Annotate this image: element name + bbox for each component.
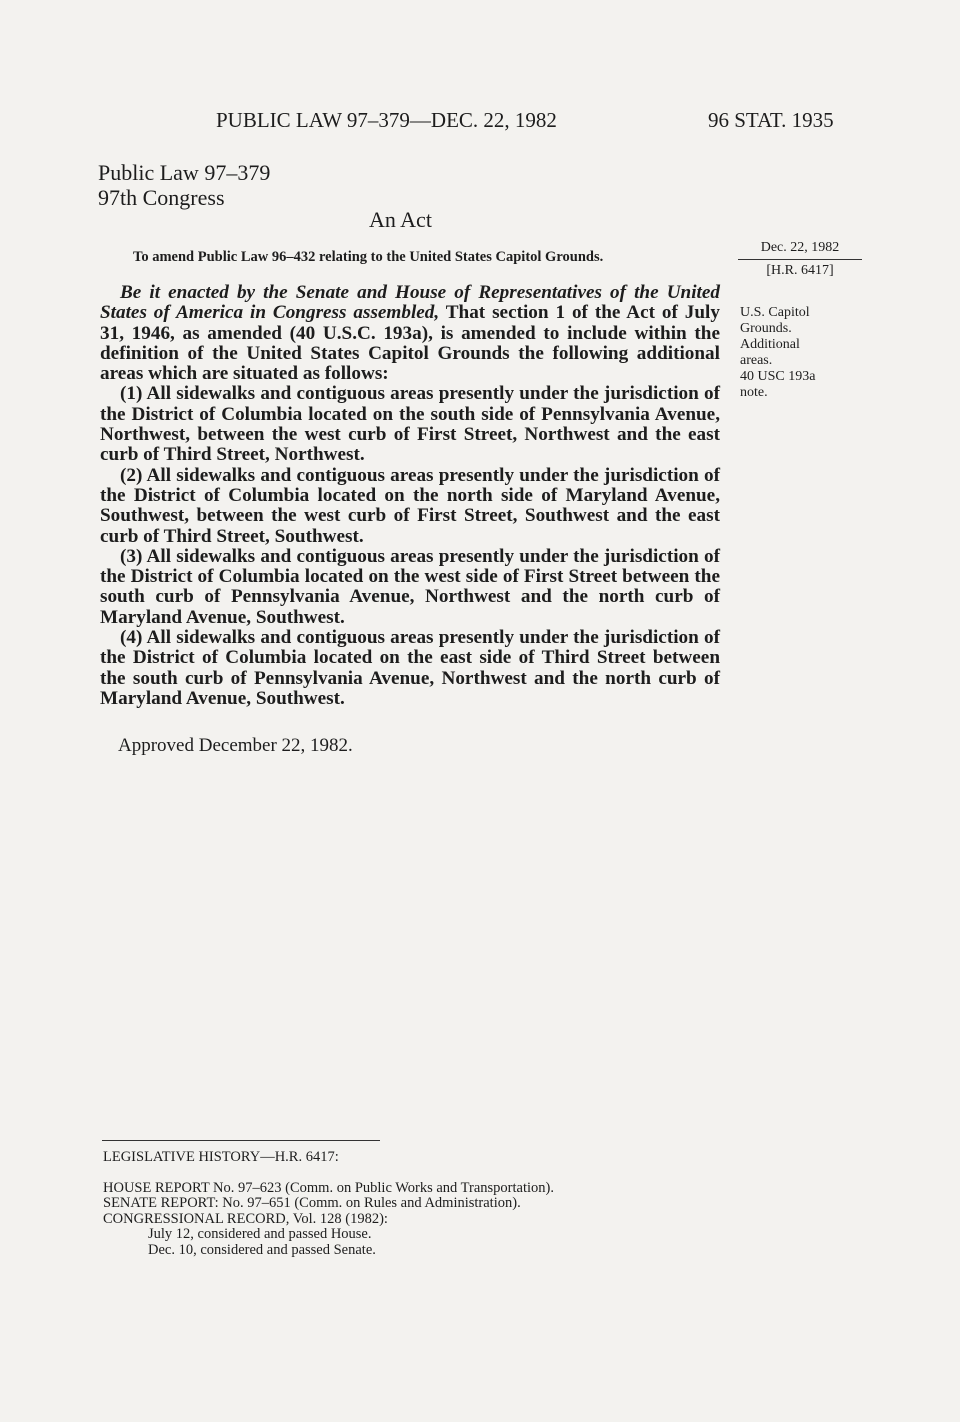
statute-page-number: 96 STAT. 1935 <box>708 108 834 132</box>
paragraph-3: (3) All sidewalks and contiguous areas presently under the jurisdiction of the District of Columbia located on the west side of First Street between the south curb of Pennsylvania Avenue, Northwest and the north curb of Maryland Avenue, Southwest. <box>100 545 720 628</box>
legislative-history <box>103 1150 554 1258</box>
act-body <box>100 283 720 709</box>
public-law-number: Public Law 97–379 <box>98 160 271 185</box>
enacting-clause: Be it enacted by the Senate and House of Representatives of the United States of America in Congress assembled, <box>100 282 720 324</box>
margin-date: Dec. 22, 1982 <box>738 238 862 260</box>
house-action: July 12, considered and passed House. <box>148 1226 372 1242</box>
act-title: An Act <box>369 207 432 232</box>
footer-divider <box>102 1140 380 1141</box>
house-report: HOUSE REPORT No. 97–623 (Comm. on Public Works and Transportation). <box>103 1179 554 1196</box>
margin-note-line: Grounds. <box>740 321 792 336</box>
enacting-paragraph <box>100 283 720 384</box>
public-law-heading <box>98 160 270 210</box>
margin-note-line: 40 USC 193a <box>740 369 816 384</box>
senate-report: SENATE REPORT: No. 97–651 (Comm. on Rules and Administration). <box>103 1195 521 1211</box>
congress-number: 97th Congress <box>98 185 225 210</box>
opening-text: That section 1 of the Act of July 31, 1946, as amended (40 U.S.C. 193a), is amended to include within the definition of the United States Capitol Grounds the following additional areas which are situated as follows: <box>100 302 720 385</box>
paragraph-1: (1) All sidewalks and contiguous areas presently under the jurisdiction of the District of Columbia located on the south side of Pennsylvania Avenue, Northwest, between the west curb of First Street, Northwest and the east curb of Third Street, Northwest. <box>100 383 720 466</box>
running-head <box>0 108 960 136</box>
paragraph-4: (4) All sidewalks and contiguous areas presently under the jurisdiction of the District of Columbia located on the east side of Third Street between the south curb of Pennsylvania Avenue, Northwest and the north curb of Maryland Avenue, Southwest. <box>100 627 720 709</box>
approval-line: Approved December 22, 1982. <box>118 735 353 756</box>
margin-enactment-info <box>738 238 862 281</box>
legislative-history-title: LEGISLATIVE HISTORY—H.R. 6417: <box>103 1149 339 1165</box>
margin-notes <box>740 305 815 401</box>
act-purpose: To amend Public Law 96–432 relating to the United States Capitol Grounds. <box>133 249 604 265</box>
running-head-citation: PUBLIC LAW 97–379—DEC. 22, 1982 <box>216 108 557 132</box>
margin-note-line: U.S. Capitol <box>740 305 810 320</box>
paragraph-2: (2) All sidewalks and contiguous areas presently under the jurisdiction of the District of Columbia located on the north side of Maryland Avenue, Southwest, between the west curb of First Street, Southwest and the east curb of Third Street, Southwest. <box>100 464 720 547</box>
margin-note-line: Additional <box>740 337 800 352</box>
senate-action: Dec. 10, considered and passed Senate. <box>148 1241 376 1258</box>
margin-note-line: note. <box>740 385 768 400</box>
congressional-record: CONGRESSIONAL RECORD, Vol. 128 (1982): <box>103 1210 388 1227</box>
margin-note-line: areas. <box>740 353 773 368</box>
margin-bill-number: [H.R. 6417] <box>766 263 834 278</box>
